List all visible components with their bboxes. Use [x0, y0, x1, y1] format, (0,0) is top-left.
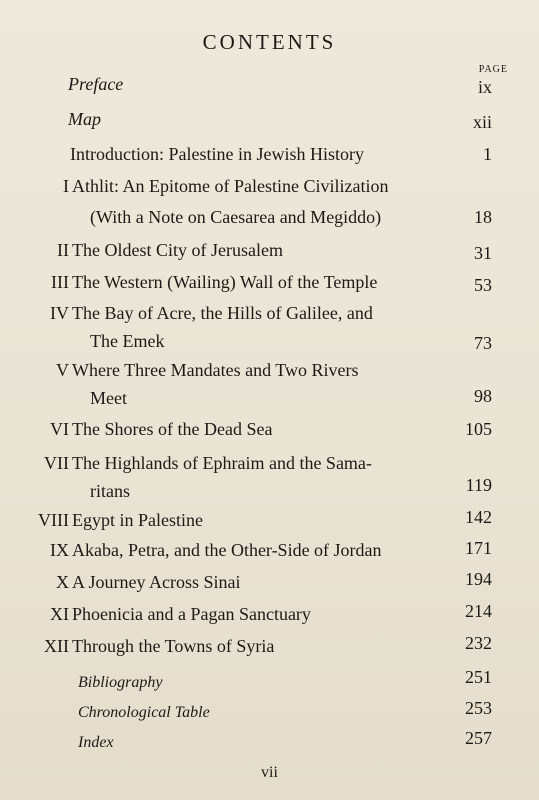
chapter-number: II — [57, 240, 69, 260]
entry-page: 18 — [474, 207, 492, 227]
entry-title: A Journey Across Sinai — [72, 572, 241, 592]
entry-page: 53 — [474, 275, 492, 295]
chapter-number: IX — [50, 540, 69, 560]
contents-heading: CONTENTS — [202, 30, 337, 54]
page-folio: vii — [261, 764, 278, 781]
entry-page: 119 — [465, 475, 492, 495]
entry-page: 253 — [465, 698, 492, 718]
entry-title: Where Three Mandates and Two Rivers — [72, 360, 359, 380]
entry-title: Athlit: An Epitome of Palestine Civilization — [72, 176, 389, 196]
entry-title: Bibliography — [78, 674, 163, 691]
entry-page: 98 — [474, 386, 492, 406]
entry-page: 171 — [465, 538, 492, 558]
entry-page: 194 — [465, 569, 492, 589]
entry-page: xii — [472, 112, 492, 132]
entry-page: 31 — [474, 243, 492, 263]
chapter-number: VI — [50, 419, 69, 439]
entry-title: Akaba, Petra, and the Other-Side of Jordan — [72, 540, 382, 560]
entry-title: Chronological Table — [78, 704, 210, 721]
entry-page: 257 — [465, 728, 492, 748]
page-column-label: PAGE — [478, 64, 508, 75]
entry-title-continued: Meet — [90, 388, 127, 408]
entry-title: The Bay of Acre, the Hills of Galilee, and — [72, 303, 373, 323]
entry-title: The Highlands of Ephraim and the Sama- — [72, 453, 372, 473]
chapter-number: XII — [44, 636, 69, 656]
entry-title: The Oldest City of Jerusalem — [72, 240, 283, 260]
entry-page: 232 — [465, 633, 492, 653]
entry-page: 251 — [465, 667, 492, 687]
chapter-number: VII — [44, 453, 69, 473]
chapter-number: VIII — [38, 510, 69, 530]
entry-title: Preface — [68, 74, 124, 94]
entry-title-continued: (With a Note on Caesarea and Megiddo) — [90, 207, 382, 227]
chapter-number: X — [56, 572, 69, 592]
entry-title: The Western (Wailing) Wall of the Temple — [72, 272, 378, 292]
entry-page: 1 — [483, 144, 492, 164]
entry-title-continued: The Emek — [90, 331, 165, 351]
entry-title: Through the Towns of Syria — [72, 636, 275, 656]
entry-page: 142 — [465, 507, 492, 527]
entry-page: 105 — [465, 419, 492, 439]
entry-page: 73 — [474, 333, 492, 353]
entry-title: The Shores of the Dead Sea — [72, 419, 273, 439]
entry-page: ix — [477, 77, 492, 97]
entry-title: Phoenicia and a Pagan Sanctuary — [72, 604, 311, 624]
chapter-number: XI — [50, 604, 69, 624]
chapter-number: V — [56, 360, 69, 380]
entry-title: Introduction: Palestine in Jewish History — [70, 144, 364, 164]
entry-title: Index — [78, 734, 114, 751]
chapter-number: III — [51, 272, 69, 292]
chapter-number: IV — [50, 303, 69, 323]
entry-page: 214 — [465, 601, 492, 621]
entry-title: Map — [68, 109, 101, 129]
entry-title: Egypt in Palestine — [72, 510, 203, 530]
chapter-number: I — [63, 176, 69, 196]
entry-title-continued: ritans — [90, 481, 130, 501]
